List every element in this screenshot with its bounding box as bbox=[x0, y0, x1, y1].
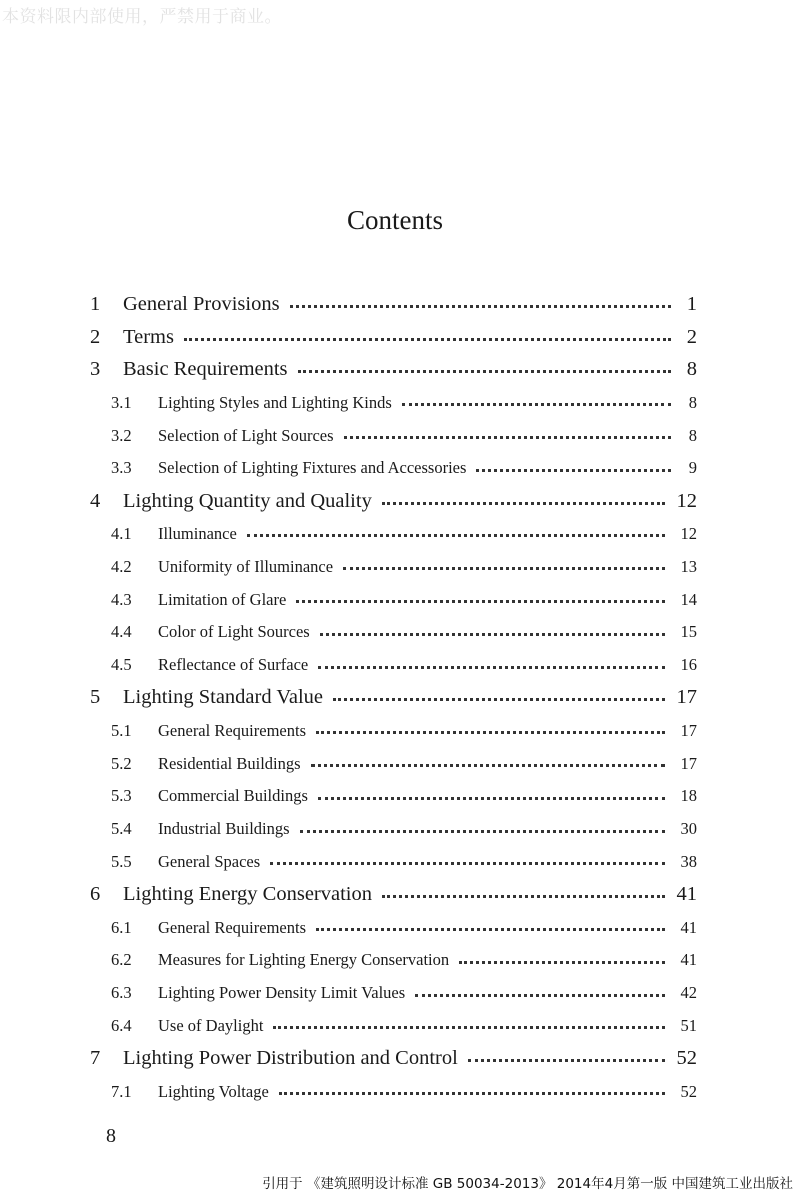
toc-entry-page: 41 bbox=[680, 917, 697, 937]
toc-entry-number: 7 bbox=[90, 1047, 101, 1070]
toc-entry-title: Residential Buildings bbox=[158, 754, 305, 774]
dot-leader bbox=[279, 1075, 665, 1108]
page-number: 8 bbox=[106, 1125, 116, 1147]
toc-entry[interactable] bbox=[0, 944, 799, 977]
toc-entry-number: 2 bbox=[90, 325, 101, 348]
toc-entry[interactable] bbox=[0, 485, 799, 518]
toc-entry[interactable] bbox=[0, 878, 799, 911]
toc-entry-page: 12 bbox=[680, 523, 697, 543]
toc-entry-number: 6.2 bbox=[111, 950, 132, 970]
toc-entry[interactable] bbox=[0, 518, 799, 551]
toc-entry-page: 18 bbox=[680, 786, 697, 806]
toc-entry-number: 5.4 bbox=[111, 819, 132, 839]
dot-leader bbox=[184, 321, 671, 354]
toc-entry-page: 51 bbox=[680, 1015, 697, 1035]
toc-entry-title: Basic Requirements bbox=[123, 358, 292, 381]
dot-leader bbox=[382, 485, 665, 518]
toc-entry-title: Lighting Standard Value bbox=[123, 686, 327, 709]
toc-entry[interactable] bbox=[0, 452, 799, 485]
toc-entry[interactable] bbox=[0, 977, 799, 1010]
toc-entry-title: Lighting Energy Conservation bbox=[123, 883, 376, 906]
toc-entry-page: 30 bbox=[680, 819, 697, 839]
toc-entry-title: Industrial Buildings bbox=[158, 819, 294, 839]
dot-leader bbox=[247, 518, 665, 551]
toc-entry-page: 2 bbox=[686, 325, 697, 348]
citation-footer: 引用于 《建筑照明设计标准 GB 50034-2013》 2014年4月第一版 中国建筑工业出版社 bbox=[262, 1176, 793, 1192]
dot-leader bbox=[273, 1010, 665, 1043]
dot-leader bbox=[468, 1042, 665, 1075]
toc-entry[interactable] bbox=[0, 780, 799, 813]
page-title: Contents bbox=[346, 205, 443, 235]
toc-entry[interactable] bbox=[0, 682, 799, 715]
toc-entry-number: 4.4 bbox=[111, 622, 132, 642]
toc-entry-page: 41 bbox=[676, 883, 697, 906]
dot-leader bbox=[318, 780, 665, 813]
toc-entry-page: 8 bbox=[686, 358, 697, 381]
toc-entry-page: 17 bbox=[680, 753, 697, 773]
toc-entry-number: 3.2 bbox=[111, 425, 132, 445]
dot-leader bbox=[296, 583, 665, 616]
toc-entry-number: 4.5 bbox=[111, 655, 132, 675]
toc-entry[interactable] bbox=[0, 1042, 799, 1075]
toc-entry[interactable] bbox=[0, 550, 799, 583]
toc-entry-title: Measures for Lighting Energy Conservation bbox=[158, 950, 453, 970]
toc-entry-title: Limitation of Glare bbox=[158, 590, 290, 610]
toc-entry[interactable] bbox=[0, 583, 799, 616]
table-of-contents bbox=[0, 288, 799, 1108]
toc-entry-page: 17 bbox=[676, 686, 697, 709]
toc-entry-title: Illuminance bbox=[158, 524, 241, 544]
toc-entry-page: 8 bbox=[688, 425, 697, 445]
toc-entry-title: General Provisions bbox=[123, 293, 284, 316]
toc-entry-title: General Spaces bbox=[158, 852, 264, 872]
toc-entry[interactable] bbox=[0, 616, 799, 649]
dot-leader bbox=[290, 288, 671, 321]
toc-entry[interactable] bbox=[0, 321, 799, 354]
toc-entry[interactable] bbox=[0, 1075, 799, 1108]
toc-entry-number: 4.3 bbox=[111, 589, 132, 609]
dot-leader bbox=[333, 682, 665, 715]
toc-entry-title: Uniformity of Illuminance bbox=[158, 557, 337, 577]
toc-entry-page: 42 bbox=[680, 983, 697, 1003]
watermark: 本资料限内部使用，严禁用于商业。 bbox=[2, 7, 282, 27]
toc-entry-number: 1 bbox=[90, 292, 101, 315]
toc-entry[interactable] bbox=[0, 846, 799, 879]
toc-entry-page: 14 bbox=[680, 589, 697, 609]
dot-leader bbox=[316, 714, 665, 747]
dot-leader bbox=[318, 649, 665, 682]
toc-entry-page: 16 bbox=[680, 655, 697, 675]
toc-entry[interactable] bbox=[0, 649, 799, 682]
dot-leader bbox=[344, 419, 671, 452]
toc-entry-number: 5.2 bbox=[111, 753, 132, 773]
toc-entry[interactable] bbox=[0, 813, 799, 846]
dot-leader bbox=[311, 747, 665, 780]
toc-entry[interactable] bbox=[0, 1010, 799, 1043]
toc-entry-title: Lighting Power Distribution and Control bbox=[123, 1047, 462, 1070]
toc-entry-title: General Requirements bbox=[158, 721, 310, 741]
toc-entry-page: 17 bbox=[680, 720, 697, 740]
toc-entry-number: 3.1 bbox=[111, 392, 132, 412]
toc-entry-number: 5.3 bbox=[111, 786, 132, 806]
toc-entry-page: 41 bbox=[680, 950, 697, 970]
toc-entry[interactable] bbox=[0, 419, 799, 452]
toc-entry-page: 52 bbox=[676, 1047, 697, 1070]
toc-entry-number: 5.5 bbox=[111, 851, 132, 871]
dot-leader bbox=[382, 878, 665, 911]
toc-entry[interactable] bbox=[0, 288, 799, 321]
toc-entry-page: 12 bbox=[676, 489, 697, 512]
toc-entry-number: 7.1 bbox=[111, 1081, 132, 1101]
toc-entry-number: 5.1 bbox=[111, 720, 132, 740]
dot-leader bbox=[402, 386, 671, 419]
toc-entry-number: 3 bbox=[90, 358, 101, 381]
dot-leader bbox=[476, 452, 671, 485]
toc-entry-number: 6.4 bbox=[111, 1015, 132, 1035]
toc-entry-title: Selection of Lighting Fixtures and Accessories bbox=[158, 458, 470, 478]
toc-entry-page: 13 bbox=[680, 556, 697, 576]
toc-entry-page: 52 bbox=[680, 1081, 697, 1101]
dot-leader bbox=[316, 911, 665, 944]
toc-entry-page: 9 bbox=[688, 458, 697, 478]
toc-entry-number: 6 bbox=[90, 883, 101, 906]
toc-entry[interactable] bbox=[0, 747, 799, 780]
toc-entry-title: Lighting Styles and Lighting Kinds bbox=[158, 393, 396, 413]
toc-entry[interactable] bbox=[0, 354, 799, 387]
toc-entry-title: Lighting Power Density Limit Values bbox=[158, 983, 409, 1003]
toc-entry-page: 1 bbox=[686, 292, 697, 315]
toc-entry-number: 4 bbox=[90, 489, 101, 512]
dot-leader bbox=[300, 813, 665, 846]
toc-entry-page: 38 bbox=[680, 851, 697, 871]
toc-entry[interactable] bbox=[0, 714, 799, 747]
toc-entry-title: Lighting Voltage bbox=[158, 1082, 273, 1102]
toc-entry-number: 6.3 bbox=[111, 983, 132, 1003]
toc-entry-number: 4.2 bbox=[111, 556, 132, 576]
toc-entry-title: Color of Light Sources bbox=[158, 622, 314, 642]
dot-leader bbox=[270, 846, 665, 879]
toc-entry-number: 5 bbox=[90, 686, 101, 709]
toc-entry-title: General Requirements bbox=[158, 918, 310, 938]
dot-leader bbox=[298, 354, 671, 387]
toc-entry-title: Commercial Buildings bbox=[158, 786, 312, 806]
toc-entry-number: 3.3 bbox=[111, 458, 132, 478]
toc-entry-title: Terms bbox=[123, 326, 178, 349]
dot-leader bbox=[343, 550, 665, 583]
toc-entry-title: Use of Daylight bbox=[158, 1016, 267, 1036]
toc-entry-title: Reflectance of Surface bbox=[158, 655, 312, 675]
toc-entry-page: 15 bbox=[680, 622, 697, 642]
toc-entry[interactable] bbox=[0, 386, 799, 419]
toc-entry[interactable] bbox=[0, 911, 799, 944]
toc-entry-title: Lighting Quantity and Quality bbox=[123, 490, 376, 513]
toc-entry-page: 8 bbox=[688, 392, 697, 412]
dot-leader bbox=[320, 616, 665, 649]
toc-entry-title: Selection of Light Sources bbox=[158, 426, 338, 446]
toc-entry-number: 4.1 bbox=[111, 523, 132, 543]
dot-leader bbox=[415, 977, 665, 1010]
dot-leader bbox=[459, 944, 665, 977]
toc-entry-number: 6.1 bbox=[111, 917, 132, 937]
